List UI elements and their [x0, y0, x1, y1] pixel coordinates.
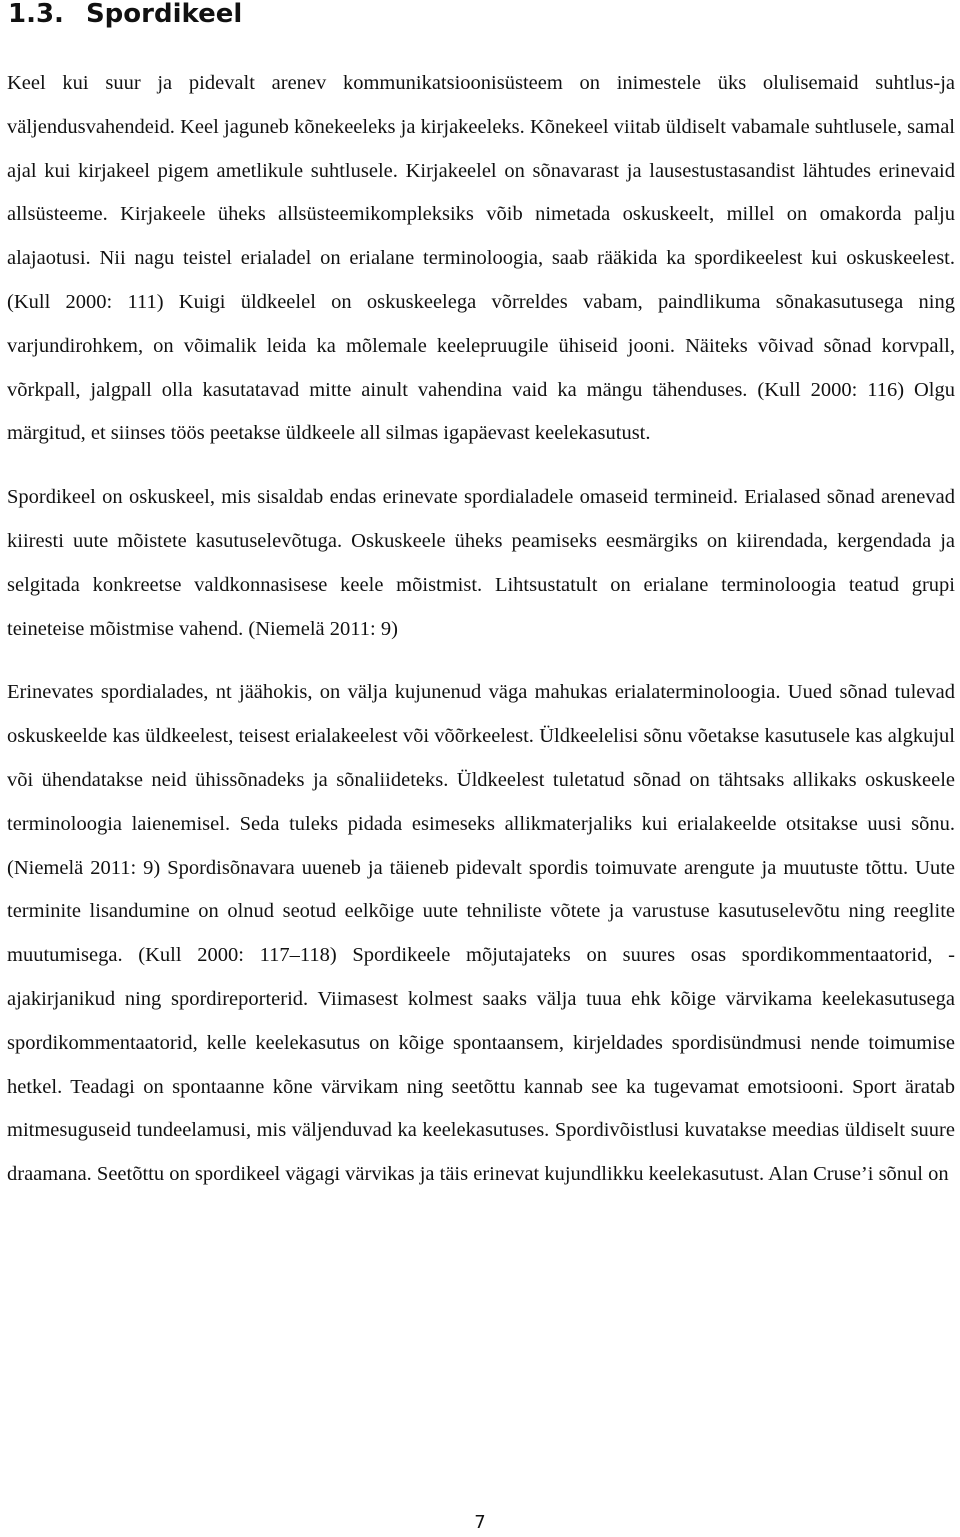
- paragraph-2: Spordikeel on oskuskeel, mis sisaldab endas erinevate spordialadele omaseid termineid. Erialased sõnad arenevad kiiresti uute mõistete kasutuselevõtuga. Oskuskeele üheks peamiseks eesmärgiks on kiirendada, kergendada ja selgitada konkreetse valdkonnasisese keele mõistmist. Lihtsustatult on erialane terminoloogia teatud grupi teineteise mõistmise vahend. (Niemelä 2011: 9): [7, 486, 955, 640]
- section-title: Spordikeel: [85, 0, 243, 29]
- section-number: 1.3.: [8, 0, 64, 29]
- section-heading: [8, 0, 242, 34]
- paragraph-3: Erinevates spordialades, nt jäähokis, on välja kujunenud väga mahukas erialaterminoloogia. Uued sõnad tulevad oskuskeelde kas üldkeelest, teisest erialakeelest või võõrkeelest. Üldkeelelisi sõnu võetakse kasutusele kas algkujul või ühendatakse neid ühissõnadeks ja sõnaliideteks. Üldkeelest tuletatud sõnad on tähtsaks allikaks oskuskeele terminoloogia laienemisel. Seda tuleks pidada esimeseks allikmaterjaliks kui erialakeelde otsitakse uusi sõnu. (Niemelä 2011: 9) Spordisõnavara uueneb ja täieneb pidevalt spordis toimuvate arengute ja muutuste tõttu. Uute terminite lisandumine on olnud seotud eelkõige uute tehniliste võtete ja varustuse kasutuselevõtu ning reeglite muutumisega. (Kull 2000: 117–118) Spordikeele mõjutajateks on suures osas spordikommentaatorid, -ajakirjanikud ning spordireporterid. Viimasest kolmest saaks välja tuua ehk kõige värvikama keelekasutusega spordikommentaatorid, kelle keelekasutus on kõige spontaansem, kirjeldades spordisündmusi nende toimumise hetkel. Teadagi on spontaanne kõne värvikam ning seetõttu kannab see ka tugevamat emotsiooni. Sport äratab mitmesuguseid tundeelamusi, mis väljenduvad ka keelekasutuses. Spordivõistlusi kuvatakse meedias üldiselt suure draamana. Seetõttu on spordikeel vägagi värvikas ja täis erinevat kujundlikku keelekasutust. Alan Cruse’i sõnul on: [7, 681, 955, 1186]
- body-text: [7, 62, 955, 1197]
- paragraph-1: Keel kui suur ja pidevalt arenev kommunikatsioonisüsteem on inimestele üks olulisemaid suhtlus-ja väljendusvahendeid. Keel jaguneb kõnekeeleks ja kirjakeeleks. Kõnekeel viitab üldiselt vabamale suhtlusele, samal ajal kui kirjakeel pigem ametlikule suhtlusele. Kirjakeelel on sõnavarast ja lausestustasandist lähtudes erinevaid allsüsteeme. Kirjakeele üheks allsüsteemikompleksiks võib nimetada oskuskeelt, millel on omakorda palju alajaotusi. Nii nagu teistel erialadel on erialane terminoloogia, saab rääkida ka spordikeelest kui oskuskeelest. (Kull 2000: 111) Kuigi üldkeelel on oskuskeelega võrreldes vabam, paindlikuma sõnakasutusega ning varjundirohkem, on võimalik leida ka mõlemale keelepruugile ühiseid jooni. Näiteks võivad sõnad korvpall, võrkpall, jalgpall olla kasutatavad mitte ainult vahendina vaid ka mängu tähenduses. (Kull 2000: 116) Olgu märgitud, et siinses töös peetakse üldkeele all silmas igapäevast keelekasutust.: [7, 72, 955, 445]
- page-number: 7: [474, 1512, 486, 1533]
